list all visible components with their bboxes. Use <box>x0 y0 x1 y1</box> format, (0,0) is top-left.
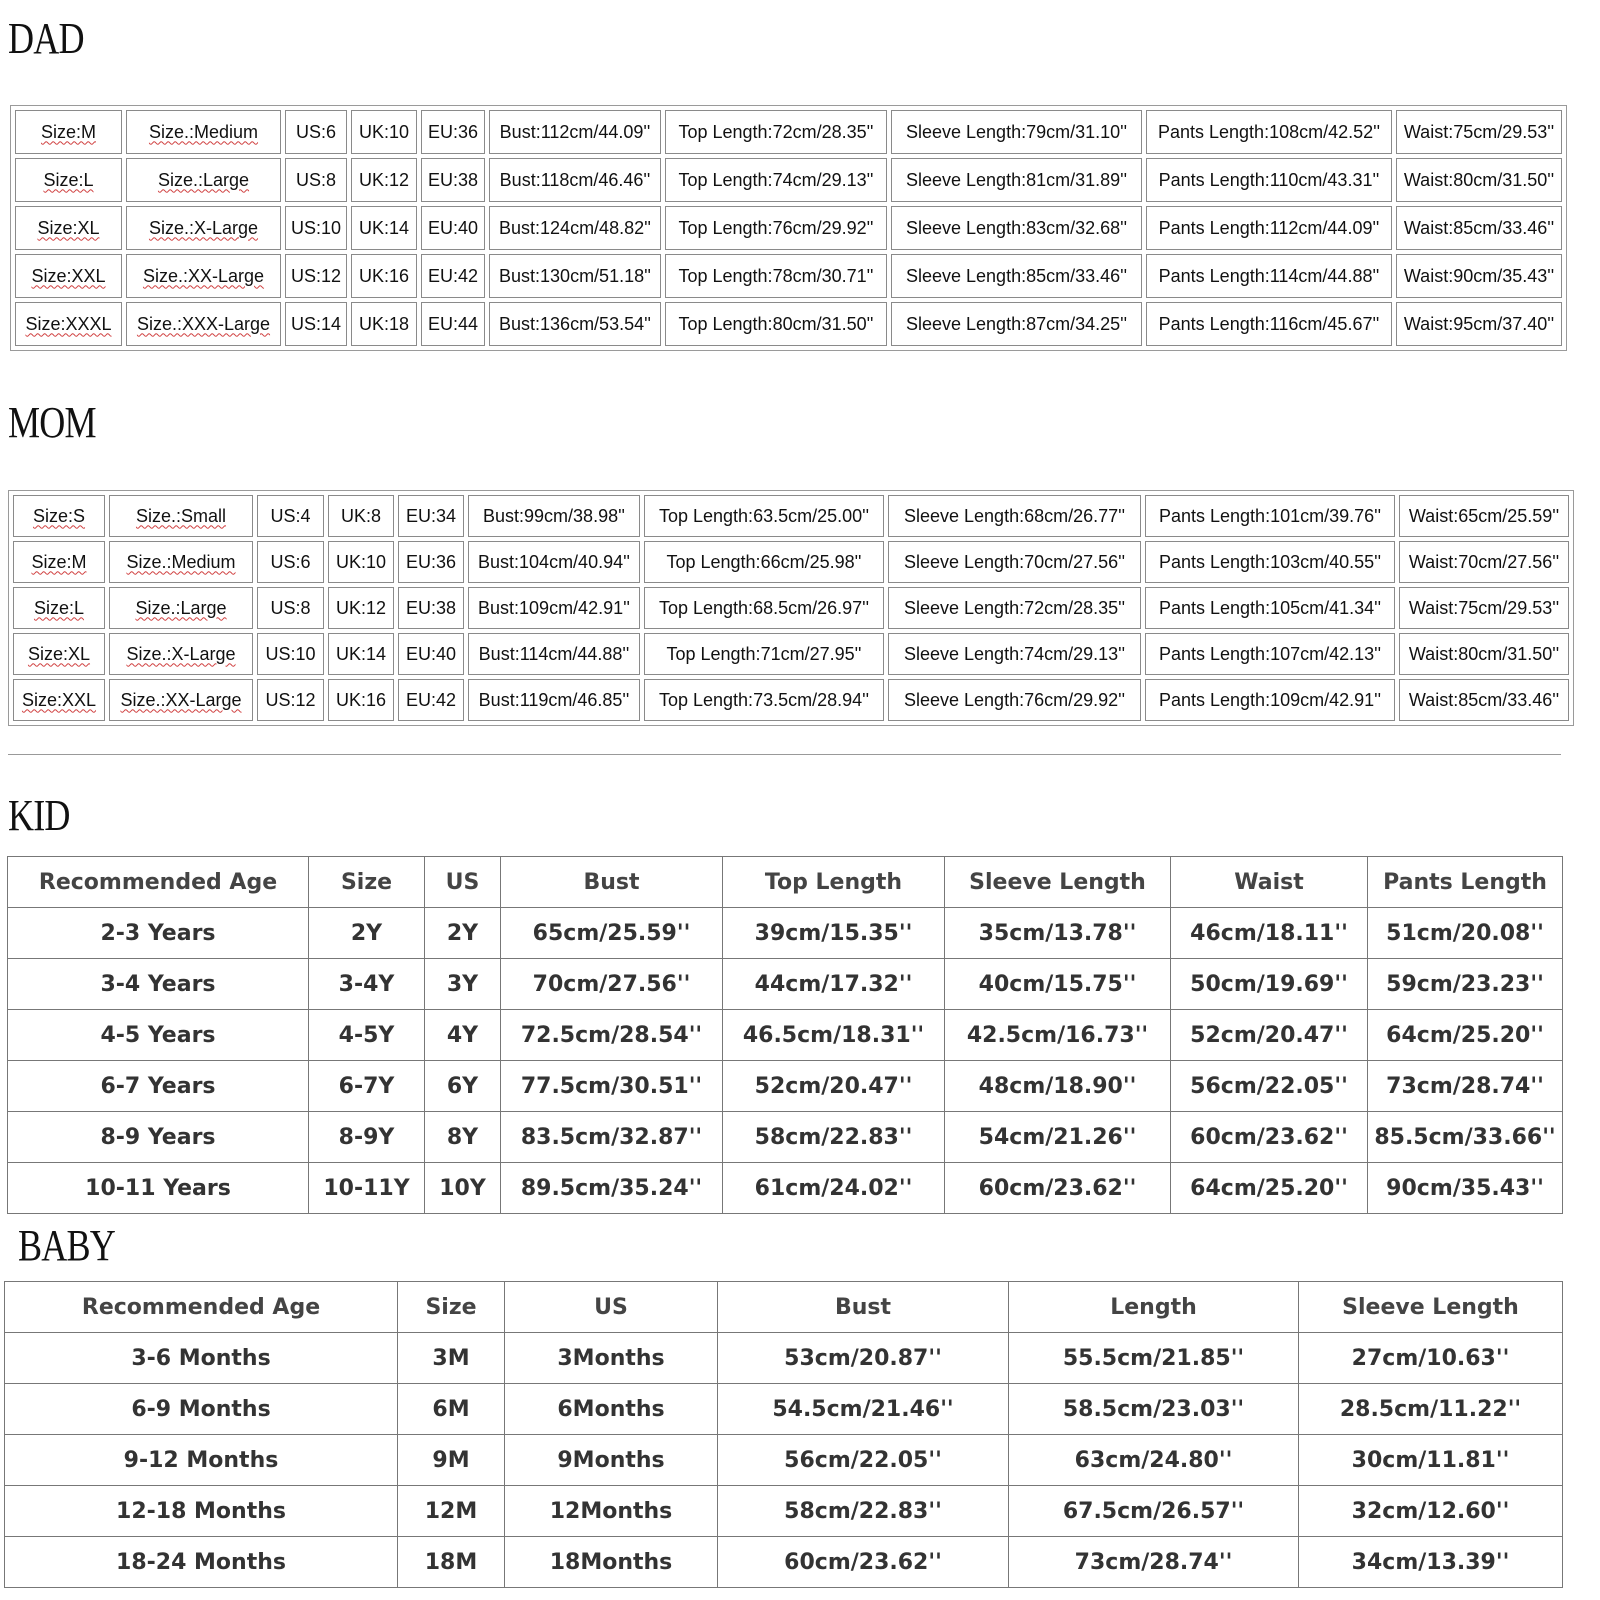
table-cell: 6-9 Months <box>5 1384 398 1435</box>
table-cell: 28.5cm/11.22'' <box>1299 1384 1563 1435</box>
table-cell: Pants Length:109cm/42.91'' <box>1145 679 1395 721</box>
table-cell: 3Y <box>425 959 501 1010</box>
table-cell: Waist:80cm/31.50'' <box>1399 633 1569 675</box>
table-cell: EU:40 <box>421 206 485 250</box>
table-cell: Waist:75cm/29.53'' <box>1396 110 1562 154</box>
table-cell: 35cm/13.78'' <box>945 908 1171 959</box>
kid-table-header <box>8 857 1563 908</box>
table-cell: Waist:70cm/27.56'' <box>1399 541 1569 583</box>
table-cell: Size:XXL <box>13 679 105 721</box>
table-cell: Pants Length:105cm/41.34'' <box>1145 587 1395 629</box>
table-cell: US:6 <box>285 110 347 154</box>
table-cell: 58.5cm/23.03'' <box>1009 1384 1299 1435</box>
table-cell: 58cm/22.83'' <box>718 1486 1009 1537</box>
table-cell: 10Y <box>425 1163 501 1214</box>
table-cell: Pants Length:114cm/44.88'' <box>1146 254 1392 298</box>
table-cell: 73cm/28.74'' <box>1368 1061 1563 1112</box>
table-row <box>13 633 1569 675</box>
table-cell: Bust:109cm/42.91'' <box>468 587 640 629</box>
table-cell: Size.:Medium <box>126 110 281 154</box>
baby-table-header <box>5 1282 1563 1333</box>
table-cell: 59cm/23.23'' <box>1368 959 1563 1010</box>
column-header: Sleeve Length <box>945 857 1171 908</box>
table-cell: US:8 <box>257 587 324 629</box>
table-cell: 40cm/15.75'' <box>945 959 1171 1010</box>
dad-section-title: DAD <box>8 14 84 63</box>
column-header: Sleeve Length <box>1299 1282 1563 1333</box>
table-row <box>8 908 1563 959</box>
table-cell: Top Length:72cm/28.35'' <box>665 110 887 154</box>
table-cell: 83.5cm/32.87'' <box>501 1112 723 1163</box>
mom-divider <box>8 754 1561 755</box>
table-cell: Waist:85cm/33.46'' <box>1396 206 1562 250</box>
table-row <box>15 302 1562 346</box>
column-header: US <box>505 1282 718 1333</box>
table-cell: Top Length:76cm/29.92'' <box>665 206 887 250</box>
table-cell: 2-3 Years <box>8 908 309 959</box>
table-row <box>5 1537 1563 1588</box>
table-cell: EU:36 <box>421 110 485 154</box>
table-row <box>5 1486 1563 1537</box>
table-cell: UK:14 <box>328 633 394 675</box>
table-cell: 30cm/11.81'' <box>1299 1435 1563 1486</box>
table-cell: 63cm/24.80'' <box>1009 1435 1299 1486</box>
table-cell: Size.:Large <box>109 587 253 629</box>
table-cell: UK:12 <box>351 158 417 202</box>
table-cell: Size:XL <box>15 206 122 250</box>
table-cell: Pants Length:107cm/42.13'' <box>1145 633 1395 675</box>
table-cell: Waist:75cm/29.53'' <box>1399 587 1569 629</box>
table-cell: Top Length:66cm/25.98'' <box>644 541 884 583</box>
table-cell: 52cm/20.47'' <box>1171 1010 1368 1061</box>
header-row <box>5 1282 1563 1333</box>
table-cell: US:14 <box>285 302 347 346</box>
table-cell: Sleeve Length:70cm/27.56'' <box>888 541 1141 583</box>
table-cell: 50cm/19.69'' <box>1171 959 1368 1010</box>
table-row <box>5 1435 1563 1486</box>
table-row <box>13 679 1569 721</box>
table-cell: 56cm/22.05'' <box>1171 1061 1368 1112</box>
table-cell: US:12 <box>285 254 347 298</box>
table-cell: EU:44 <box>421 302 485 346</box>
table-cell: Bust:136cm/53.54'' <box>489 302 661 346</box>
table-cell: Sleeve Length:81cm/31.89'' <box>891 158 1142 202</box>
table-cell: 58cm/22.83'' <box>723 1112 945 1163</box>
table-cell: Bust:118cm/46.46'' <box>489 158 661 202</box>
table-cell: Sleeve Length:85cm/33.46'' <box>891 254 1142 298</box>
table-cell: Pants Length:103cm/40.55'' <box>1145 541 1395 583</box>
table-cell: 9Months <box>505 1435 718 1486</box>
table-cell: Bust:119cm/46.85'' <box>468 679 640 721</box>
table-cell: EU:42 <box>398 679 464 721</box>
table-cell: 53cm/20.87'' <box>718 1333 1009 1384</box>
table-cell: Pants Length:110cm/43.31'' <box>1146 158 1392 202</box>
table-cell: 65cm/25.59'' <box>501 908 723 959</box>
table-cell: Sleeve Length:83cm/32.68'' <box>891 206 1142 250</box>
table-cell: Size.:XX-Large <box>126 254 281 298</box>
table-cell: US:10 <box>257 633 324 675</box>
table-cell: US:6 <box>257 541 324 583</box>
table-cell: 9M <box>398 1435 505 1486</box>
table-cell: UK:12 <box>328 587 394 629</box>
table-row <box>13 541 1569 583</box>
table-cell: UK:16 <box>328 679 394 721</box>
table-cell: 60cm/23.62'' <box>1171 1112 1368 1163</box>
column-header: Size <box>398 1282 505 1333</box>
table-cell: 6M <box>398 1384 505 1435</box>
table-cell: 12M <box>398 1486 505 1537</box>
table-cell: Top Length:80cm/31.50'' <box>665 302 887 346</box>
table-cell: Bust:104cm/40.94'' <box>468 541 640 583</box>
table-cell: 6Months <box>505 1384 718 1435</box>
table-cell: Size.:Large <box>126 158 281 202</box>
table-cell: Pants Length:108cm/42.52'' <box>1146 110 1392 154</box>
table-cell: 8-9Y <box>309 1112 425 1163</box>
table-cell: 46cm/18.11'' <box>1171 908 1368 959</box>
table-cell: 52cm/20.47'' <box>723 1061 945 1112</box>
table-cell: 39cm/15.35'' <box>723 908 945 959</box>
table-cell: Waist:80cm/31.50'' <box>1396 158 1562 202</box>
table-cell: Bust:114cm/44.88'' <box>468 633 640 675</box>
table-cell: Bust:99cm/38.98'' <box>468 495 640 537</box>
table-cell: 54cm/21.26'' <box>945 1112 1171 1163</box>
table-cell: 67.5cm/26.57'' <box>1009 1486 1299 1537</box>
table-cell: UK:14 <box>351 206 417 250</box>
table-cell: 10-11Y <box>309 1163 425 1214</box>
table-cell: Size:XL <box>13 633 105 675</box>
table-cell: Size.:Medium <box>109 541 253 583</box>
table-cell: 64cm/25.20'' <box>1368 1010 1563 1061</box>
column-header: Bust <box>718 1282 1009 1333</box>
table-row <box>8 959 1563 1010</box>
table-cell: Sleeve Length:79cm/31.10'' <box>891 110 1142 154</box>
table-cell: 18M <box>398 1537 505 1588</box>
table-cell: 51cm/20.08'' <box>1368 908 1563 959</box>
table-cell: Size:XXL <box>15 254 122 298</box>
table-cell: 72.5cm/28.54'' <box>501 1010 723 1061</box>
table-cell: 3-4 Years <box>8 959 309 1010</box>
table-cell: EU:38 <box>421 158 485 202</box>
table-cell: 60cm/23.62'' <box>945 1163 1171 1214</box>
table-cell: EU:40 <box>398 633 464 675</box>
table-cell: Size.:Small <box>109 495 253 537</box>
table-cell: 4-5Y <box>309 1010 425 1061</box>
table-cell: 18-24 Months <box>5 1537 398 1588</box>
table-row <box>5 1333 1563 1384</box>
kid-table-body <box>8 908 1563 1214</box>
column-header: Waist <box>1171 857 1368 908</box>
column-header: Recommended Age <box>5 1282 398 1333</box>
table-cell: Size.:X-Large <box>126 206 281 250</box>
baby-size-table <box>4 1281 1563 1588</box>
table-cell: Top Length:71cm/27.95'' <box>644 633 884 675</box>
dad-table-body <box>15 110 1562 346</box>
table-cell: Sleeve Length:68cm/26.77'' <box>888 495 1141 537</box>
table-row <box>5 1384 1563 1435</box>
table-cell: UK:16 <box>351 254 417 298</box>
table-cell: 54.5cm/21.46'' <box>718 1384 1009 1435</box>
table-cell: 34cm/13.39'' <box>1299 1537 1563 1588</box>
table-cell: 12Months <box>505 1486 718 1537</box>
table-cell: 3Months <box>505 1333 718 1384</box>
table-cell: 44cm/17.32'' <box>723 959 945 1010</box>
table-cell: Size:L <box>15 158 122 202</box>
table-cell: 9-12 Months <box>5 1435 398 1486</box>
table-cell: 73cm/28.74'' <box>1009 1537 1299 1588</box>
table-cell: UK:10 <box>328 541 394 583</box>
table-cell: Waist:85cm/33.46'' <box>1399 679 1569 721</box>
table-row <box>15 110 1562 154</box>
table-cell: Size:L <box>13 587 105 629</box>
table-row <box>8 1112 1563 1163</box>
table-cell: Pants Length:101cm/39.76'' <box>1145 495 1395 537</box>
table-cell: EU:38 <box>398 587 464 629</box>
table-cell: UK:10 <box>351 110 417 154</box>
column-header: Length <box>1009 1282 1299 1333</box>
table-cell: 27cm/10.63'' <box>1299 1333 1563 1384</box>
table-cell: Sleeve Length:74cm/29.13'' <box>888 633 1141 675</box>
table-cell: UK:18 <box>351 302 417 346</box>
header-row <box>8 857 1563 908</box>
table-cell: Waist:65cm/25.59'' <box>1399 495 1569 537</box>
column-header: Bust <box>501 857 723 908</box>
table-cell: 64cm/25.20'' <box>1171 1163 1368 1214</box>
table-cell: Bust:130cm/51.18'' <box>489 254 661 298</box>
kid-section-title: KID <box>8 791 70 840</box>
table-cell: Size:M <box>15 110 122 154</box>
table-cell: US:4 <box>257 495 324 537</box>
table-cell: Top Length:63.5cm/25.00'' <box>644 495 884 537</box>
table-cell: 60cm/23.62'' <box>718 1537 1009 1588</box>
table-cell: Waist:95cm/37.40'' <box>1396 302 1562 346</box>
table-cell: Pants Length:112cm/44.09'' <box>1146 206 1392 250</box>
table-cell: Bust:112cm/44.09'' <box>489 110 661 154</box>
table-cell: 6-7 Years <box>8 1061 309 1112</box>
table-cell: 6Y <box>425 1061 501 1112</box>
table-cell: 42.5cm/16.73'' <box>945 1010 1171 1061</box>
table-cell: Pants Length:116cm/45.67'' <box>1146 302 1392 346</box>
table-cell: 55.5cm/21.85'' <box>1009 1333 1299 1384</box>
table-cell: Size.:XX-Large <box>109 679 253 721</box>
table-cell: Size:XXXL <box>15 302 122 346</box>
dad-size-table <box>10 105 1567 351</box>
table-cell: Size:S <box>13 495 105 537</box>
table-row <box>8 1010 1563 1061</box>
table-cell: US:8 <box>285 158 347 202</box>
table-cell: EU:34 <box>398 495 464 537</box>
table-cell: 70cm/27.56'' <box>501 959 723 1010</box>
kid-size-table <box>7 856 1563 1214</box>
table-cell: 3-4Y <box>309 959 425 1010</box>
table-cell: 2Y <box>309 908 425 959</box>
table-cell: US:12 <box>257 679 324 721</box>
column-header: US <box>425 857 501 908</box>
table-row <box>13 495 1569 537</box>
table-cell: 4-5 Years <box>8 1010 309 1061</box>
table-row <box>8 1163 1563 1214</box>
table-cell: 77.5cm/30.51'' <box>501 1061 723 1112</box>
baby-table-body <box>5 1333 1563 1588</box>
table-cell: Bust:124cm/48.82'' <box>489 206 661 250</box>
table-cell: 8Y <box>425 1112 501 1163</box>
column-header: Top Length <box>723 857 945 908</box>
table-row <box>13 587 1569 629</box>
table-row <box>15 254 1562 298</box>
table-cell: 12-18 Months <box>5 1486 398 1537</box>
table-row <box>15 158 1562 202</box>
column-header: Size <box>309 857 425 908</box>
table-cell: 3M <box>398 1333 505 1384</box>
table-cell: 32cm/12.60'' <box>1299 1486 1563 1537</box>
table-cell: Top Length:74cm/29.13'' <box>665 158 887 202</box>
table-cell: 48cm/18.90'' <box>945 1061 1171 1112</box>
table-row <box>8 1061 1563 1112</box>
table-cell: Top Length:68.5cm/26.97'' <box>644 587 884 629</box>
baby-section-title: BABY <box>18 1221 115 1270</box>
table-cell: 2Y <box>425 908 501 959</box>
table-cell: 3-6 Months <box>5 1333 398 1384</box>
table-cell: Sleeve Length:76cm/29.92'' <box>888 679 1141 721</box>
table-cell: 4Y <box>425 1010 501 1061</box>
table-cell: Size.:X-Large <box>109 633 253 675</box>
table-cell: 61cm/24.02'' <box>723 1163 945 1214</box>
table-cell: Size.:XXX-Large <box>126 302 281 346</box>
table-cell: Sleeve Length:72cm/28.35'' <box>888 587 1141 629</box>
table-cell: 90cm/35.43'' <box>1368 1163 1563 1214</box>
table-cell: 6-7Y <box>309 1061 425 1112</box>
table-cell: Waist:90cm/35.43'' <box>1396 254 1562 298</box>
table-cell: 18Months <box>505 1537 718 1588</box>
table-cell: 56cm/22.05'' <box>718 1435 1009 1486</box>
table-row <box>15 206 1562 250</box>
mom-size-table <box>8 490 1574 726</box>
column-header: Pants Length <box>1368 857 1563 908</box>
table-cell: 10-11 Years <box>8 1163 309 1214</box>
table-cell: 89.5cm/35.24'' <box>501 1163 723 1214</box>
table-cell: EU:42 <box>421 254 485 298</box>
mom-table-body <box>13 495 1569 721</box>
table-cell: 46.5cm/18.31'' <box>723 1010 945 1061</box>
table-cell: Top Length:73.5cm/28.94'' <box>644 679 884 721</box>
table-cell: EU:36 <box>398 541 464 583</box>
table-cell: Size:M <box>13 541 105 583</box>
table-cell: Sleeve Length:87cm/34.25'' <box>891 302 1142 346</box>
table-cell: 85.5cm/33.66'' <box>1368 1112 1563 1163</box>
table-cell: US:10 <box>285 206 347 250</box>
table-cell: UK:8 <box>328 495 394 537</box>
column-header: Recommended Age <box>8 857 309 908</box>
table-cell: 8-9 Years <box>8 1112 309 1163</box>
mom-section-title: MOM <box>8 398 96 447</box>
table-cell: Top Length:78cm/30.71'' <box>665 254 887 298</box>
